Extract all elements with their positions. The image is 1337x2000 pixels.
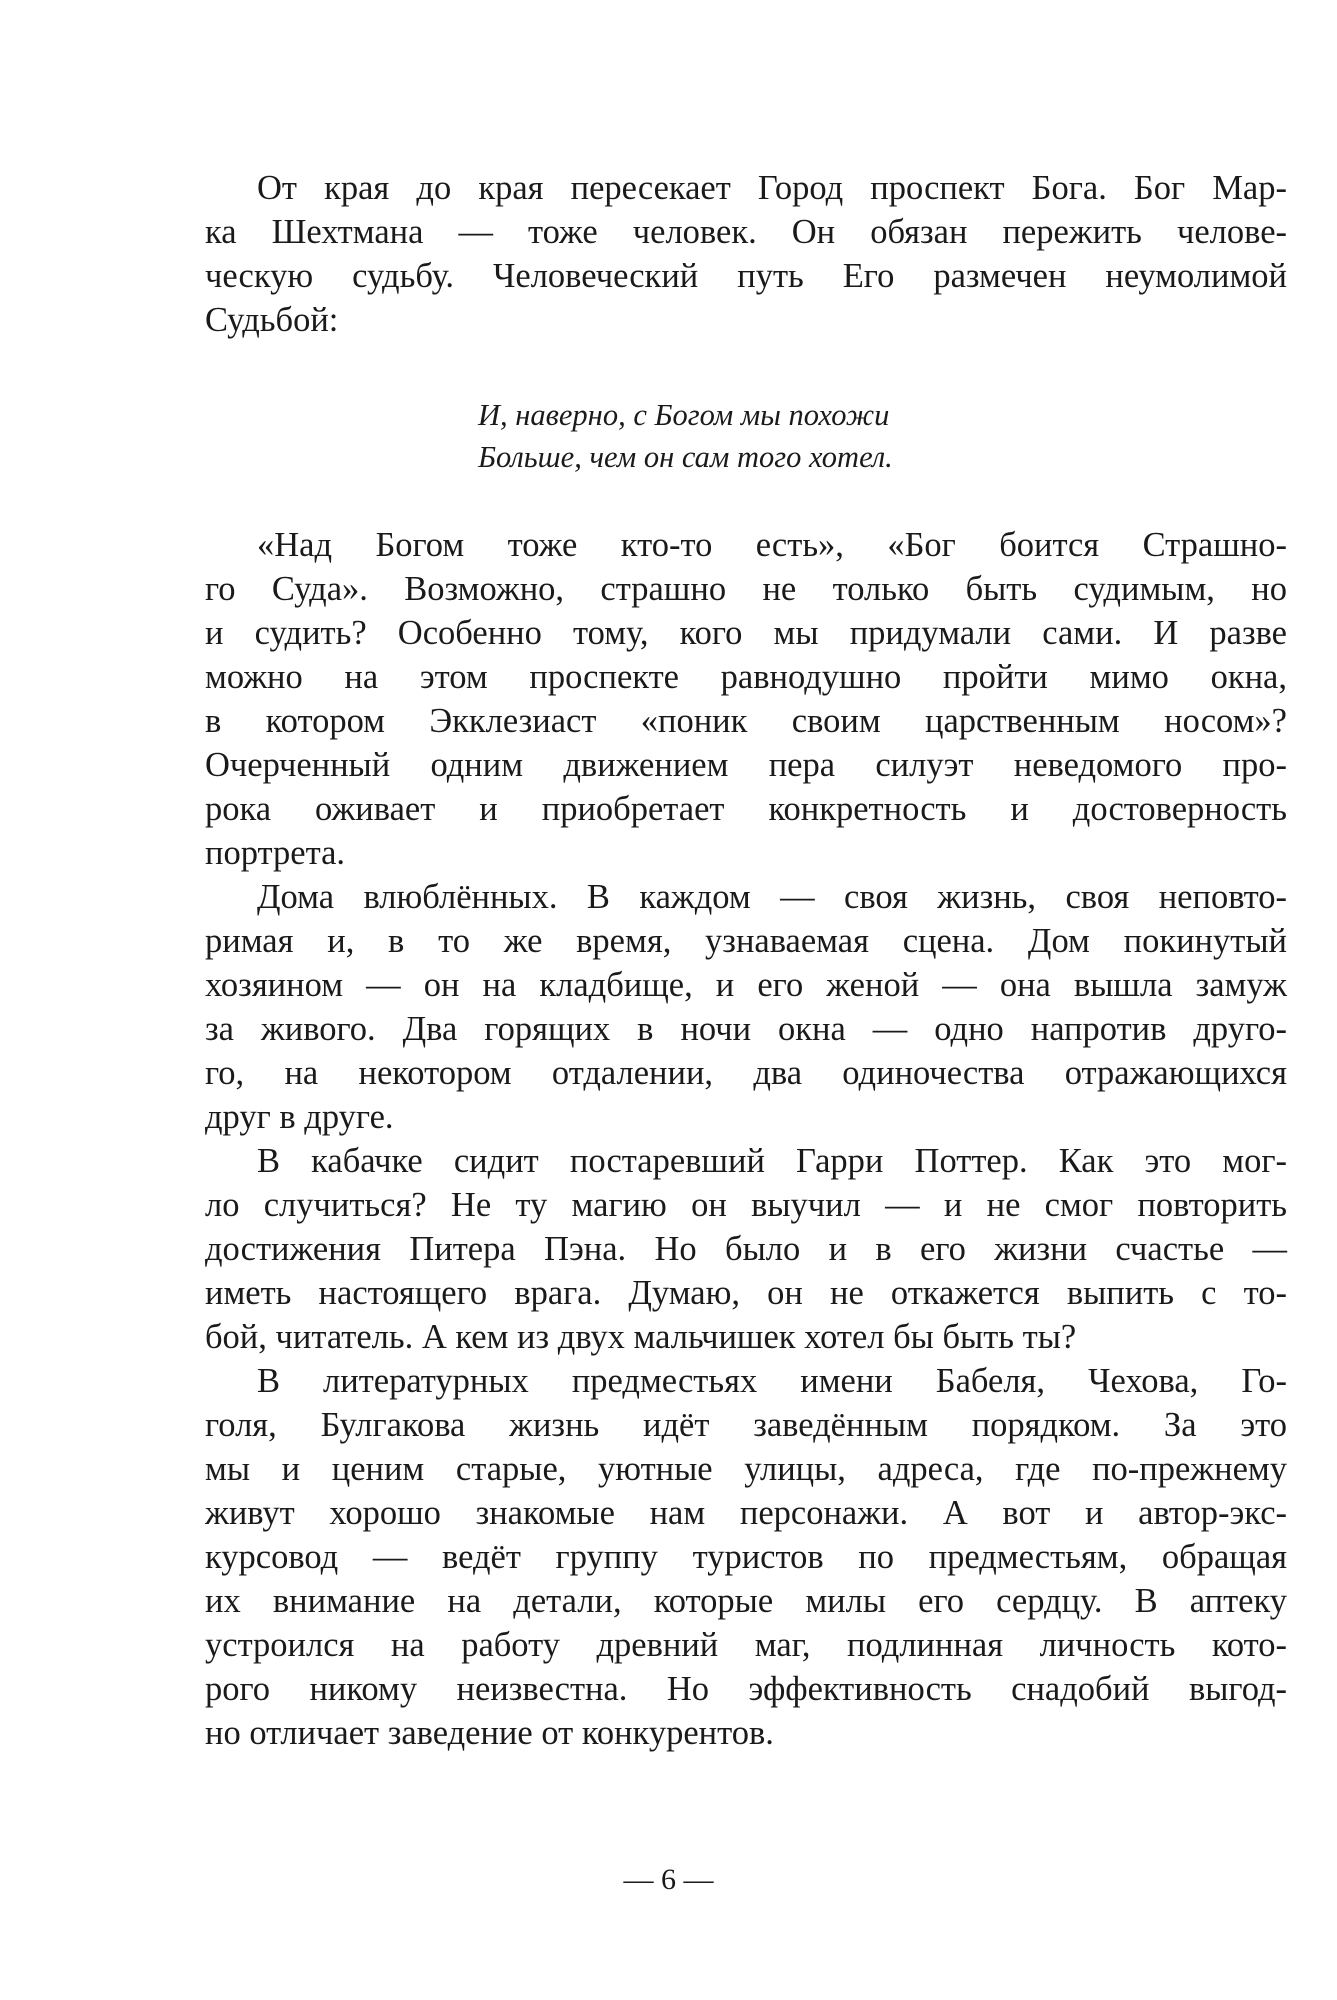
text-line: Очерченный одним движением пера силуэт неведомого про- (205, 746, 1287, 784)
text-line: В литературных предместьях имени Бабеля, Чехова, Го- (257, 1362, 1287, 1400)
text-line: ло случиться? Не ту магию он выучил — и не смог повторить (205, 1186, 1287, 1224)
text-line: бой, читатель. А кем из двух мальчишек хотел бы быть ты? (205, 1318, 1077, 1356)
paragraph-god-above (205, 523, 1287, 875)
text-line: в котором Экклезиаст «поник своим царственным носом»? (205, 702, 1287, 740)
text-line: От края до края пересекает Город проспект Бога. Бог Мар- (257, 169, 1287, 207)
poem-line: Больше, чем он сам того хотел. (478, 440, 893, 474)
text-line: портрета. (205, 834, 346, 872)
text-line: курсовод — ведёт группу туристов по предместьям, обращая (205, 1538, 1287, 1576)
text-line: хозяином — он на кладбище, и его женой — она вышла замуж (205, 966, 1287, 1004)
text-line: «Над Богом тоже кто-то есть», «Бог боится Страшно- (257, 526, 1287, 564)
text-line: рого никому неизвестна. Но эффективность снадобий выгод- (205, 1670, 1287, 1708)
text-line: достижения Питера Пэна. Но было и в его жизни счастье — (205, 1230, 1287, 1268)
text-line: можно на этом проспекте равнодушно пройти мимо окна, (205, 658, 1287, 696)
text-line: ческую судьбу. Человеческий путь Его размечен неумолимой (205, 257, 1287, 295)
poem-quote (478, 394, 893, 478)
page-number: — 6 — (623, 1863, 714, 1896)
paragraph-houses-of-lovers (205, 875, 1287, 1139)
text-line: голя, Булгакова жизнь идёт заведённым порядком. За это (205, 1406, 1287, 1444)
text-line: их внимание на детали, которые милы его сердцу. В аптеку (205, 1582, 1287, 1620)
text-line: Судьбой: (205, 301, 339, 339)
text-line: мы и ценим старые, уютные улицы, адреса, где по-прежнему (205, 1450, 1287, 1488)
text-line: друг в друге. (205, 1098, 394, 1136)
paragraph-prospect-of-god (205, 166, 1287, 342)
text-line: В кабачке сидит постаревший Гарри Поттер. Как это мог- (257, 1142, 1287, 1180)
poem-line: И, наверно, с Богом мы похожи (478, 398, 890, 432)
text-line: иметь настоящего врага. Думаю, он не откажется выпить с то- (205, 1274, 1287, 1312)
paragraph-harry-potter (205, 1139, 1287, 1359)
text-line: го Суда». Возможно, страшно не только быть судимым, но (205, 570, 1287, 608)
text-line: рока оживает и приобретает конкретность и достоверность (205, 790, 1287, 828)
text-line: Дома влюблённых. В каждом — своя жизнь, своя неповто- (257, 878, 1287, 916)
main-text (205, 523, 1287, 1755)
text-line: но отличает заведение от конкурентов. (205, 1714, 774, 1752)
text-line: живут хорошо знакомые нам персонажи. А вот и автор-экс- (205, 1494, 1287, 1532)
text-line: устроился на работу древний маг, подлинная личность кото- (205, 1626, 1287, 1664)
text-line: ка Шехтмана — тоже человек. Он обязан пережить челове- (205, 213, 1287, 251)
text-line: за живого. Два горящих в ночи окна — одно напротив друго- (205, 1010, 1287, 1048)
text-line: римая и, в то же время, узнаваемая сцена. Дом покинутый (205, 922, 1287, 960)
paragraph-literary-suburbs (205, 1359, 1287, 1755)
text-line: и судить? Особенно тому, кого мы придумали сами. И разве (205, 614, 1287, 652)
text-line: го, на некотором отдалении, два одиночества отражающихся (205, 1054, 1287, 1092)
